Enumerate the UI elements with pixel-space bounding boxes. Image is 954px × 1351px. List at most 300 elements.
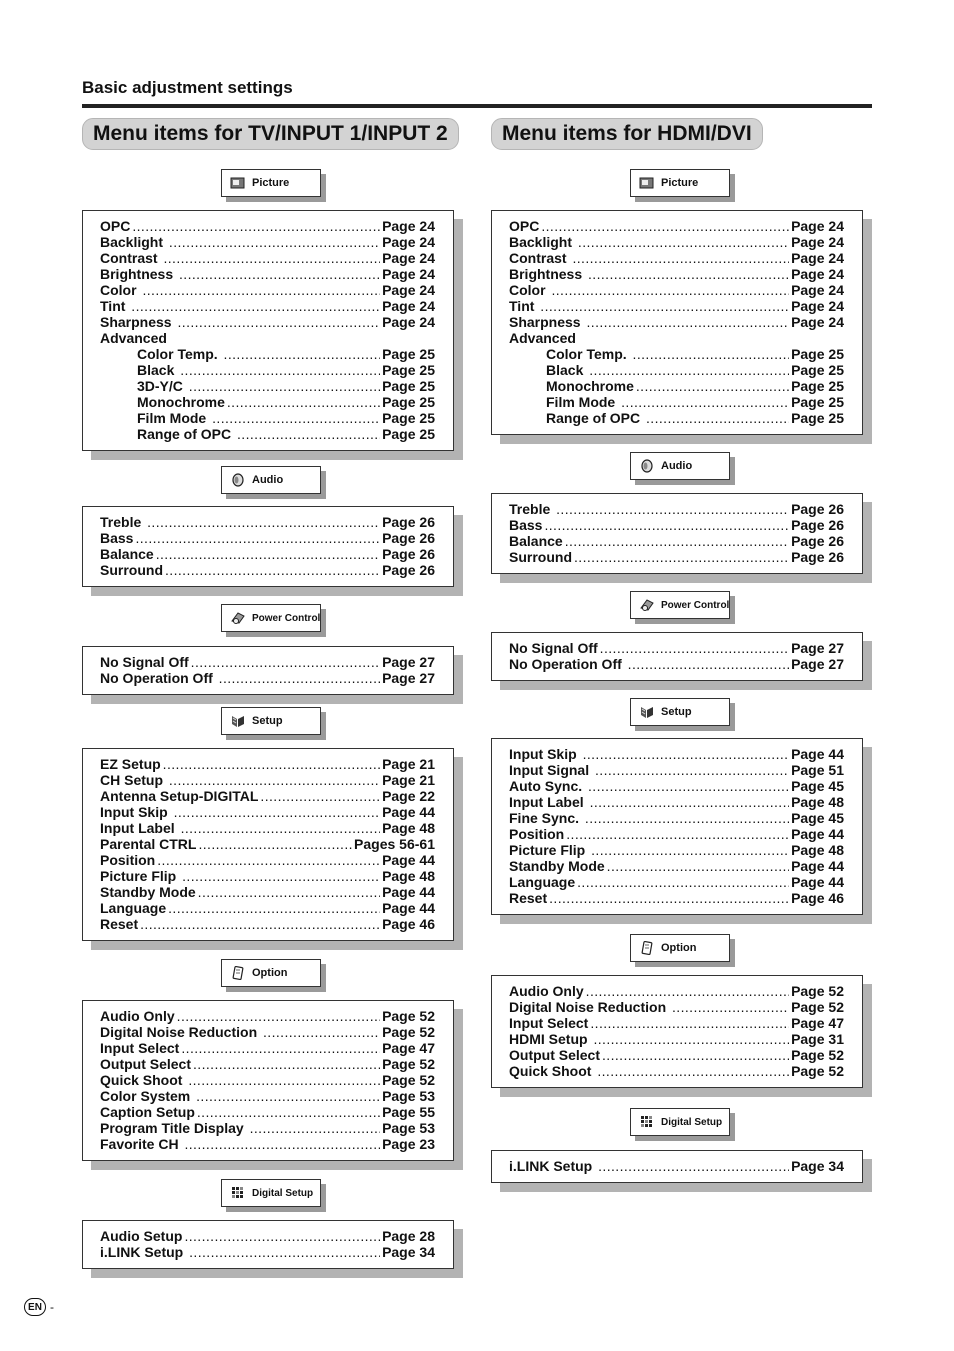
- category-digital-setup: [630, 1108, 730, 1136]
- page-reference: Page 44: [791, 874, 844, 890]
- menu-item-label: No Operation Off: [100, 670, 217, 686]
- category-label: Power Control: [661, 599, 730, 611]
- page-reference: Page 48: [791, 794, 844, 810]
- page-reference: Page 25: [382, 410, 435, 426]
- menu-item-label: OPC: [509, 218, 540, 234]
- page-reference: Page 21: [382, 772, 435, 788]
- dot-leader: [140, 916, 380, 932]
- menu-item: [100, 1120, 435, 1136]
- hdmi-dvi-menu-heading: Menu items for HDMI/DVI: [491, 118, 763, 150]
- dot-leader: [165, 562, 380, 578]
- menu-item: [509, 762, 844, 778]
- menu-item-label: Surround: [509, 549, 572, 565]
- dot-leader: [131, 298, 380, 314]
- page-reference: Page 52: [791, 1063, 844, 1079]
- dot-leader: [184, 1136, 380, 1152]
- menu-item-label: Bass: [100, 530, 134, 546]
- page-reference: Page 26: [382, 562, 435, 578]
- menu-item-label: Language: [100, 900, 167, 916]
- menu-item: [100, 820, 435, 836]
- dot-leader: [589, 362, 789, 378]
- menu-item: [100, 378, 435, 394]
- dot-leader: [142, 282, 380, 298]
- menu-item-label: Antenna Setup-DIGITAL: [100, 788, 259, 804]
- menu-item: [100, 868, 435, 884]
- dot-leader: [191, 654, 380, 670]
- option-menu-list: [82, 1000, 454, 1161]
- page-reference: Page 25: [791, 410, 844, 426]
- page-reference: Page 25: [382, 394, 435, 410]
- menu-item: [509, 394, 844, 410]
- menu-item-label: 3D-Y/C: [137, 378, 187, 394]
- menu-item-label: Monochrome: [137, 394, 225, 410]
- dot-leader: [196, 1088, 380, 1104]
- menu-item-label: Program Title Display: [100, 1120, 248, 1136]
- page-reference: Page 25: [382, 426, 435, 442]
- digital-setup-icon: [230, 1186, 252, 1200]
- menu-item-label: HDMI Setup: [509, 1031, 592, 1047]
- menu-item-label: Picture Flip: [100, 868, 181, 884]
- menu-item: [509, 362, 844, 378]
- menu-item: [100, 250, 435, 266]
- category-label: Picture: [661, 177, 699, 189]
- menu-item: [509, 410, 844, 426]
- dot-leader: [263, 1024, 380, 1040]
- page-reference: Page 24: [791, 298, 844, 314]
- menu-item: [100, 1008, 435, 1024]
- menu-item: [100, 1040, 435, 1056]
- page-reference: Page 24: [791, 282, 844, 298]
- audio-icon: [639, 459, 661, 473]
- menu-item: [100, 1072, 435, 1088]
- page-reference: Page 44: [791, 746, 844, 762]
- category-audio: [221, 466, 321, 494]
- menu-item: [509, 858, 844, 874]
- dot-leader: [590, 794, 790, 810]
- menu-item: [100, 654, 435, 670]
- menu-item: [509, 1047, 844, 1063]
- page-reference: Page 23: [382, 1136, 435, 1152]
- dot-leader: [132, 218, 380, 234]
- dot-leader: [189, 1244, 380, 1260]
- picture-menu-list: [82, 210, 454, 451]
- menu-item-label: Input Skip: [509, 746, 581, 762]
- menu-item-label: Standby Mode: [509, 858, 605, 874]
- menu-item-label: Treble: [509, 501, 555, 517]
- menu-item: [100, 218, 435, 234]
- dot-leader: [184, 1228, 380, 1244]
- category-label: Option: [661, 942, 697, 954]
- category-option: [630, 934, 730, 962]
- audio-menu-list: [82, 506, 454, 587]
- setup-icon: [230, 714, 252, 728]
- dot-leader: [157, 852, 380, 868]
- category-label: Power Control: [252, 612, 321, 624]
- dot-leader: [156, 546, 380, 562]
- menu-item-label: Color: [509, 282, 550, 298]
- header-rule: [82, 104, 872, 108]
- page-reference: Page 55: [382, 1104, 435, 1120]
- menu-item: [509, 1015, 844, 1031]
- picture-menu-list: [491, 210, 863, 435]
- menu-item: [509, 983, 844, 999]
- menu-item: [100, 514, 435, 530]
- dot-leader: [540, 298, 789, 314]
- category-label: Digital Setup: [661, 1116, 723, 1128]
- dot-leader: [583, 746, 790, 762]
- dot-leader: [188, 1072, 380, 1088]
- dot-leader: [566, 826, 789, 842]
- digital-setup-menu-list: [82, 1220, 454, 1269]
- picture-icon: [639, 176, 661, 190]
- menu-item: [100, 1244, 435, 1260]
- menu-item: [100, 346, 435, 362]
- power-control-menu-list: [491, 632, 863, 681]
- menu-item: [509, 218, 844, 234]
- power-control-menu-list: [82, 646, 454, 695]
- menu-item-label: Advanced: [509, 330, 576, 346]
- menu-item: [509, 346, 844, 362]
- menu-item-label: Favorite CH: [100, 1136, 183, 1152]
- audio-icon: [230, 473, 252, 487]
- category-picture: [221, 169, 321, 197]
- menu-item: [509, 746, 844, 762]
- page-reference: Page 52: [791, 983, 844, 999]
- menu-item-label: Film Mode: [546, 394, 620, 410]
- menu-item: [509, 378, 844, 394]
- digital-setup-icon: [639, 1115, 661, 1129]
- dot-leader: [212, 410, 380, 426]
- dot-leader: [135, 530, 380, 546]
- page-reference: Page 44: [382, 900, 435, 916]
- menu-item: [100, 1056, 435, 1072]
- dot-leader: [646, 410, 789, 426]
- dot-leader: [181, 1040, 380, 1056]
- menu-item-label: Tint: [509, 298, 539, 314]
- menu-item-label: Input Skip: [100, 804, 172, 820]
- menu-item: [509, 549, 844, 565]
- page-reference: Page 26: [791, 549, 844, 565]
- menu-item-label: Auto Sync.: [509, 778, 587, 794]
- page-reference: Page 26: [791, 533, 844, 549]
- dot-leader: [193, 1056, 380, 1072]
- page-reference: Page 24: [791, 250, 844, 266]
- menu-item: [509, 501, 844, 517]
- page-reference: Page 27: [791, 640, 844, 656]
- dot-leader: [177, 1008, 380, 1024]
- category-label: Digital Setup: [252, 1187, 314, 1199]
- menu-item-label: Quick Shoot: [100, 1072, 187, 1088]
- menu-item: [509, 330, 844, 346]
- dot-leader: [628, 656, 789, 672]
- page-reference: Page 22: [382, 788, 435, 804]
- menu-item: [100, 670, 435, 686]
- page-reference: Page 26: [382, 530, 435, 546]
- page-reference: Page 47: [791, 1015, 844, 1031]
- menu-item: [100, 362, 435, 378]
- menu-item: [100, 1024, 435, 1040]
- menu-item-label: Input Select: [509, 1015, 589, 1031]
- menu-item: [100, 282, 435, 298]
- menu-item-label: EZ Setup: [100, 756, 161, 772]
- page-reference: Page 24: [382, 282, 435, 298]
- menu-item: [509, 794, 844, 810]
- category-label: Option: [252, 967, 288, 979]
- menu-item-label: Range of OPC: [137, 426, 236, 442]
- page-reference: Page 52: [791, 1047, 844, 1063]
- power-control-icon: [230, 611, 252, 625]
- menu-item-label: Output Select: [509, 1047, 601, 1063]
- category-setup: [221, 707, 321, 735]
- dot-leader: [607, 858, 789, 874]
- page-reference: Page 52: [382, 1072, 435, 1088]
- page-reference: Page 25: [791, 394, 844, 410]
- menu-item: [100, 1228, 435, 1244]
- dot-leader: [633, 346, 790, 362]
- menu-item-label: i.LINK Setup: [100, 1244, 188, 1260]
- menu-item: [509, 826, 844, 842]
- menu-item-label: Input Label: [100, 820, 179, 836]
- menu-item-label: Position: [509, 826, 565, 842]
- page-reference: Page 44: [791, 826, 844, 842]
- menu-item: [100, 852, 435, 868]
- menu-item-label: Balance: [100, 546, 154, 562]
- page-reference: Page 26: [791, 517, 844, 533]
- audio-menu-list: [491, 493, 863, 574]
- page-reference: Page 51: [791, 762, 844, 778]
- dot-leader: [197, 1104, 380, 1120]
- page-reference: Page 27: [791, 656, 844, 672]
- dot-leader: [260, 788, 380, 804]
- menu-item-label: Sharpness: [100, 314, 176, 330]
- dot-leader: [586, 314, 789, 330]
- dot-leader: [598, 1158, 789, 1174]
- menu-item-label: Language: [509, 874, 576, 890]
- page-reference: Page 25: [791, 378, 844, 394]
- dot-leader: [588, 778, 789, 794]
- page-reference: Page 27: [382, 670, 435, 686]
- menu-item: [100, 394, 435, 410]
- dot-leader: [181, 820, 381, 836]
- language-badge: EN: [24, 1298, 46, 1316]
- page-reference: Page 52: [382, 1024, 435, 1040]
- dot-leader: [636, 378, 789, 394]
- category-label: Audio: [661, 460, 693, 472]
- menu-item: [509, 1063, 844, 1079]
- page-reference: Page 44: [382, 884, 435, 900]
- dot-leader: [577, 874, 789, 890]
- dot-leader: [597, 1063, 789, 1079]
- page-reference: Page 24: [382, 298, 435, 314]
- menu-item: [100, 900, 435, 916]
- page-reference: Page 34: [382, 1244, 435, 1260]
- menu-item-label: Advanced: [100, 330, 167, 346]
- menu-item: [509, 282, 844, 298]
- menu-item-label: Digital Noise Reduction: [509, 999, 671, 1015]
- dot-leader: [586, 983, 789, 999]
- menu-item: [100, 314, 435, 330]
- menu-item-label: Output Select: [100, 1056, 192, 1072]
- menu-item: [509, 656, 844, 672]
- menu-item: [100, 1104, 435, 1120]
- menu-item-label: Color: [100, 282, 141, 298]
- category-power-control: [630, 591, 730, 619]
- menu-item-label: Caption Setup: [100, 1104, 195, 1120]
- dot-leader: [169, 772, 380, 788]
- page-reference: Page 24: [791, 266, 844, 282]
- dot-leader: [189, 378, 380, 394]
- category-picture: [630, 169, 730, 197]
- menu-item-label: Sharpness: [509, 314, 585, 330]
- dot-leader: [168, 900, 380, 916]
- menu-item-label: Picture Flip: [509, 842, 590, 858]
- page-reference: Page 24: [791, 234, 844, 250]
- option-menu-list: [491, 975, 863, 1088]
- menu-item: [509, 999, 844, 1015]
- dot-leader: [163, 756, 380, 772]
- page-reference: Page 52: [382, 1056, 435, 1072]
- page-reference: Page 44: [791, 858, 844, 874]
- menu-item-label: Treble: [100, 514, 146, 530]
- menu-item-label: No Operation Off: [509, 656, 626, 672]
- menu-item: [509, 1158, 844, 1174]
- dot-leader: [544, 517, 789, 533]
- menu-item-label: Fine Sync.: [509, 810, 583, 826]
- menu-item-label: Input Signal: [509, 762, 593, 778]
- menu-item-label: Audio Setup: [100, 1228, 183, 1244]
- menu-item: [509, 890, 844, 906]
- dot-leader: [588, 266, 789, 282]
- page-reference: Page 46: [791, 890, 844, 906]
- menu-item: [100, 916, 435, 932]
- menu-item: [100, 1136, 435, 1152]
- dot-leader: [602, 1047, 789, 1063]
- dot-leader: [163, 250, 380, 266]
- menu-item-label: Input Label: [509, 794, 588, 810]
- menu-item: [509, 842, 844, 858]
- page-reference: Page 45: [791, 810, 844, 826]
- dot-leader: [565, 533, 789, 549]
- menu-item: [509, 234, 844, 250]
- setup-menu-list: [82, 748, 454, 941]
- category-label: Audio: [252, 474, 284, 486]
- menu-item-label: CH Setup: [100, 772, 167, 788]
- menu-item-label: Black: [137, 362, 179, 378]
- menu-item: [509, 298, 844, 314]
- page-reference: Page 24: [791, 314, 844, 330]
- menu-item: [509, 810, 844, 826]
- category-power-control: [221, 604, 321, 632]
- page-reference: Page 26: [382, 514, 435, 530]
- menu-item-label: Range of OPC: [546, 410, 645, 426]
- menu-item-label: Reset: [100, 916, 139, 932]
- page-reference: Page 44: [382, 852, 435, 868]
- menu-item-label: OPC: [100, 218, 131, 234]
- page-reference: Page 25: [791, 362, 844, 378]
- page-reference: Page 24: [791, 218, 844, 234]
- menu-item-label: No Signal Off: [509, 640, 598, 656]
- page-reference: Page 52: [382, 1008, 435, 1024]
- menu-item: [100, 772, 435, 788]
- menu-item: [100, 546, 435, 562]
- page-reference: Page 24: [382, 314, 435, 330]
- picture-icon: [230, 176, 252, 190]
- menu-item: [509, 874, 844, 890]
- menu-item: [100, 234, 435, 250]
- menu-item-label: i.LINK Setup: [509, 1158, 597, 1174]
- menu-item-label: Film Mode: [137, 410, 211, 426]
- dot-leader: [169, 234, 380, 250]
- page-reference: Page 45: [791, 778, 844, 794]
- dot-leader: [180, 362, 380, 378]
- dot-leader: [224, 346, 381, 362]
- tv-input-menu-heading: Menu items for TV/INPUT 1/INPUT 2: [82, 118, 459, 150]
- dot-leader: [198, 836, 352, 852]
- option-icon: [639, 941, 661, 955]
- setup-menu-list: [491, 738, 863, 915]
- menu-item: [100, 804, 435, 820]
- page-reference: Page 48: [382, 868, 435, 884]
- menu-item-label: Position: [100, 852, 156, 868]
- menu-item-label: Balance: [509, 533, 563, 549]
- page-reference: Page 26: [382, 546, 435, 562]
- dot-leader: [572, 250, 789, 266]
- page-reference: Page 46: [382, 916, 435, 932]
- menu-item-label: Backlight: [509, 234, 576, 250]
- page-reference: Page 47: [382, 1040, 435, 1056]
- page-reference: Page 24: [382, 218, 435, 234]
- dot-leader: [237, 426, 380, 442]
- menu-item: [100, 266, 435, 282]
- page-reference: Page 48: [791, 842, 844, 858]
- dot-leader: [590, 1015, 789, 1031]
- menu-item-label: Audio Only: [100, 1008, 175, 1024]
- page-reference: Page 28: [382, 1228, 435, 1244]
- page-reference: Page 25: [382, 362, 435, 378]
- dot-leader: [219, 670, 380, 686]
- menu-item-label: Color System: [100, 1088, 195, 1104]
- menu-item-label: Reset: [509, 890, 548, 906]
- dot-leader: [595, 762, 789, 778]
- menu-item-label: Contrast: [100, 250, 162, 266]
- page-reference: Page 24: [382, 234, 435, 250]
- menu-item: [100, 410, 435, 426]
- menu-item: [509, 1031, 844, 1047]
- menu-item: [100, 562, 435, 578]
- menu-item-label: Quick Shoot: [509, 1063, 596, 1079]
- page-reference: Page 53: [382, 1120, 435, 1136]
- dot-leader: [578, 234, 789, 250]
- dot-leader: [593, 1031, 789, 1047]
- menu-item: [100, 426, 435, 442]
- dot-leader: [574, 549, 789, 565]
- dot-leader: [600, 640, 789, 656]
- category-label: Setup: [661, 706, 692, 718]
- dot-leader: [174, 804, 381, 820]
- menu-item: [100, 298, 435, 314]
- menu-item-label: Parental CTRL: [100, 836, 197, 852]
- page-reference: Page 24: [382, 266, 435, 282]
- dot-leader: [198, 884, 380, 900]
- page-reference: Page 48: [382, 820, 435, 836]
- menu-item-label: Brightness: [100, 266, 178, 282]
- category-audio: [630, 452, 730, 480]
- dot-leader: [672, 999, 789, 1015]
- dot-leader: [549, 890, 789, 906]
- page-number-dash: -: [50, 1300, 54, 1314]
- menu-item-label: Audio Only: [509, 983, 584, 999]
- page-reference: Page 21: [382, 756, 435, 772]
